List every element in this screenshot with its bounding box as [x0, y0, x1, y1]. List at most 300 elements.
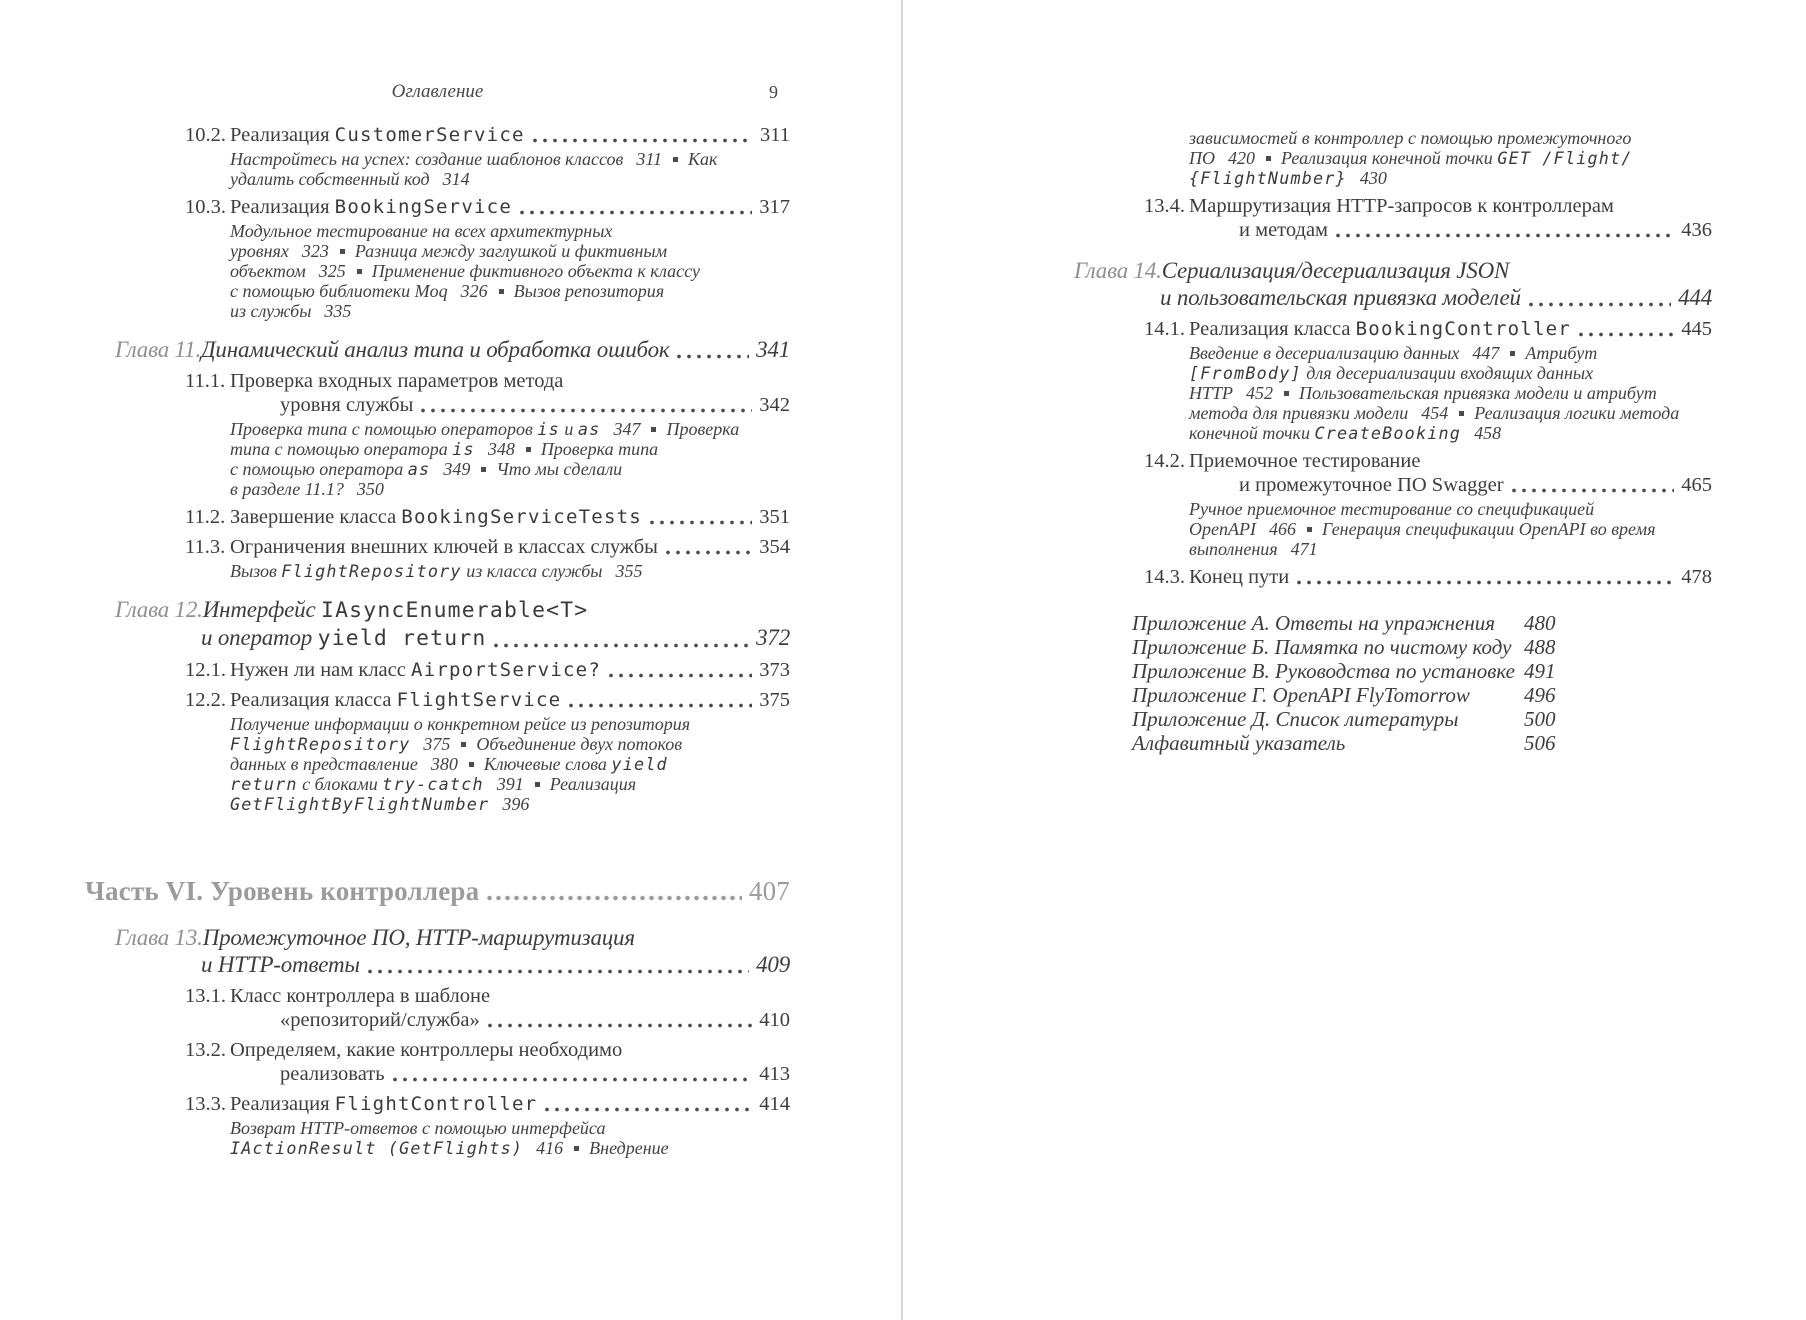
- appendix-row: [1132, 635, 1712, 659]
- toc-line: [85, 876, 790, 906]
- subnote-line: [230, 561, 790, 581]
- page-ref: 409: [756, 952, 790, 977]
- title-text: с блоками: [297, 774, 383, 794]
- running-header: [85, 80, 790, 104]
- appendix-page: 496: [1524, 683, 1556, 707]
- code-text: is: [537, 419, 560, 439]
- subnote-line: [1189, 423, 1712, 443]
- section-number: 13.3.: [185, 1093, 226, 1115]
- toc-line: [1144, 317, 1712, 341]
- toc-line: [115, 624, 790, 652]
- subnote-page-ref: 416: [536, 1138, 564, 1158]
- title-text: Часть VI. Уровень контроллера: [85, 876, 480, 906]
- page-ref: 465: [1681, 474, 1712, 496]
- subnote-page-ref: 348: [487, 439, 515, 459]
- appendix-page: 488: [1524, 635, 1556, 659]
- bullet-square-icon: [526, 447, 531, 452]
- appendix-title: Приложение В. Руководства по установке: [1132, 659, 1515, 683]
- subnote-line: [230, 301, 790, 321]
- subnote-page-ref: 471: [1290, 539, 1318, 559]
- toc-section: [185, 123, 790, 147]
- toc-line: [185, 505, 790, 529]
- appendix-page: 500: [1524, 707, 1556, 731]
- title-text: Проверка входных параметров метода: [230, 370, 564, 392]
- appendix-title: Приложение Б. Памятка по чистому коду: [1132, 635, 1512, 659]
- title-text: и оператор: [201, 625, 318, 650]
- code-text: BookingServiceTests: [401, 506, 642, 528]
- page-ref: 317: [759, 196, 790, 218]
- title-text: Нужен ли нам класс: [230, 659, 411, 681]
- toc-line: [185, 688, 790, 712]
- chapter-prefix: Глава 12.: [115, 597, 203, 622]
- toc-line: [185, 1092, 790, 1116]
- subnote-page-ref: 335: [324, 301, 352, 321]
- title-text: для десериализации входящих данных: [1301, 363, 1594, 383]
- toc-subnote: [1189, 499, 1712, 559]
- code-text: CustomerService: [334, 124, 525, 146]
- subnote-line: [230, 479, 790, 499]
- title-text: и промежуточное ПО Swagger: [1239, 474, 1504, 496]
- subnote-line: [1189, 539, 1712, 559]
- title-text: Маршрутизация HTTP-запросов к контроллерам: [1189, 195, 1614, 217]
- bullet-square-icon: [499, 289, 504, 294]
- toc-section: [185, 984, 790, 1032]
- subnote-line: [230, 419, 790, 439]
- dot-leader: [677, 353, 749, 360]
- page-ref: 372: [756, 625, 790, 650]
- appendix-page: 491: [1524, 659, 1556, 683]
- subnote-page-ref: 391: [496, 774, 524, 794]
- entry-title: [1239, 218, 1328, 242]
- entry-title: [1189, 317, 1571, 341]
- entry-title: [230, 688, 561, 712]
- toc-section: [1144, 565, 1712, 589]
- dot-leader: [1336, 232, 1674, 239]
- subnote-line: [230, 149, 790, 169]
- bullet-square-icon: [535, 782, 540, 787]
- toc-line: [115, 336, 790, 363]
- section-number: 10.2.: [185, 124, 226, 146]
- appendix-list: [1132, 611, 1712, 755]
- section-number: 14.1.: [1144, 318, 1185, 340]
- subnote-line: [230, 221, 790, 241]
- entry-title: [230, 1038, 622, 1062]
- toc-line: [1074, 257, 1712, 284]
- chapter-prefix: Глава 14.: [1074, 258, 1162, 283]
- subnote-page-ref: 458: [1474, 423, 1502, 443]
- entry-title: [280, 393, 413, 417]
- code-text: IAsyncEnumerable<T>: [321, 598, 589, 623]
- page-ref: 445: [1681, 318, 1712, 340]
- toc-section: [1144, 317, 1712, 341]
- toc-section: [185, 688, 790, 712]
- bullet-square-icon: [574, 1146, 579, 1151]
- entry-title: [230, 984, 490, 1008]
- page-ref: 478: [1681, 566, 1712, 588]
- toc-subnote: [230, 561, 790, 581]
- subnote-page-ref: 466: [1268, 519, 1296, 539]
- toc-line: [185, 369, 790, 393]
- page-ref: 351: [759, 506, 790, 528]
- title-text: Введение в десериализацию данных: [1189, 343, 1460, 363]
- subnote-page-ref: 452: [1246, 383, 1274, 403]
- code-text: GET /Flight/: [1497, 148, 1633, 168]
- entry-title: [1189, 449, 1420, 473]
- subnote-line: [230, 241, 790, 261]
- title-text: Ключевые слова: [483, 754, 612, 774]
- toc-section: [185, 505, 790, 529]
- appendix-title: Приложение А. Ответы на упражнения: [1132, 611, 1496, 635]
- entry-title: [280, 1008, 480, 1032]
- title-text: Внедрение: [589, 1138, 669, 1158]
- section-number: 14.3.: [1144, 566, 1185, 588]
- entry-title: [230, 658, 601, 682]
- toc-section: [185, 1092, 790, 1116]
- subnote-page-ref: 326: [460, 281, 488, 301]
- title-text: зависимостей в контроллер с помощью промежуточного: [1189, 128, 1632, 148]
- title-text: Класс контроллера в шаблоне: [230, 985, 491, 1007]
- toc-line: [185, 1008, 790, 1032]
- title-text: Вызов: [230, 561, 282, 581]
- toc-line: [1144, 194, 1712, 218]
- toc-line: [185, 658, 790, 682]
- header-page-number: 9: [769, 82, 778, 102]
- dot-leader: [393, 1076, 753, 1083]
- subnote-line: [1189, 148, 1712, 168]
- title-text: и пользовательская привязка моделей: [1160, 285, 1521, 310]
- title-text: Реализация: [230, 1093, 335, 1115]
- title-text: Возврат HTTP-ответов с помощью интерфейса: [230, 1118, 606, 1138]
- dot-leader: [487, 894, 742, 902]
- subnote-line: [1189, 403, 1712, 423]
- title-text: Проверка типа: [540, 439, 659, 459]
- subnote-page-ref: 375: [423, 734, 451, 754]
- entry-title: [1239, 473, 1504, 497]
- entry-title: [280, 1062, 385, 1086]
- bullet-square-icon: [673, 157, 678, 162]
- title-text: типа с помощью оператора: [230, 439, 453, 459]
- appendix-title: Приложение Д. Список литературы: [1132, 707, 1459, 731]
- dot-leader: [368, 968, 749, 975]
- code-text: yield: [611, 754, 668, 774]
- subnote-line: [1189, 128, 1712, 148]
- title-text: Вызов репозитория: [513, 281, 665, 301]
- code-text: is: [452, 439, 475, 459]
- title-text: Завершение класса: [230, 506, 402, 528]
- title-text: с помощью оператора: [230, 459, 408, 479]
- page-ref: 373: [759, 659, 790, 681]
- toc-subnote: [1189, 128, 1712, 188]
- bullet-square-icon: [461, 742, 466, 747]
- code-text: return: [230, 774, 298, 794]
- section-number: 11.1.: [185, 370, 226, 392]
- toc-section: [185, 535, 790, 559]
- dot-leader: [488, 1022, 753, 1029]
- title-text: HTTP: [1189, 383, 1234, 403]
- code-text: [FromBody]: [1189, 363, 1302, 383]
- title-text: Применение фиктивного объекта к классу: [371, 261, 700, 281]
- code-text: FlightService: [396, 689, 562, 711]
- appendix-page: 506: [1524, 731, 1556, 755]
- dot-leader: [1297, 579, 1674, 586]
- entry-title: [230, 369, 563, 393]
- appendix-row: [1132, 707, 1712, 731]
- code-text: yield return: [317, 626, 487, 651]
- title-text: уровнях: [230, 241, 289, 261]
- title-text: и: [559, 419, 578, 439]
- entry-title: [201, 336, 669, 363]
- subnote-page-ref: 454: [1421, 403, 1449, 423]
- dot-leader: [421, 407, 752, 414]
- subnote-line: [230, 714, 790, 734]
- title-text: конечной точки: [1189, 423, 1315, 443]
- code-text: as: [407, 459, 431, 479]
- title-text: Определяем, какие контроллеры необходимо: [230, 1039, 623, 1061]
- toc-section: [185, 195, 790, 219]
- subnote-page-ref: 447: [1472, 343, 1500, 363]
- toc-subnote: [230, 1118, 790, 1158]
- title-text: Ручное приемочное тестирование со спецификацией: [1189, 499, 1595, 519]
- dot-leader: [533, 137, 753, 144]
- section-number: 13.1.: [185, 985, 226, 1007]
- title-text: ПО: [1189, 148, 1215, 168]
- bullet-square-icon: [1284, 391, 1289, 396]
- subnote-line: [230, 439, 790, 459]
- toc-chapter: [115, 924, 790, 978]
- title-text: Что мы сделали: [496, 459, 623, 479]
- subnote-line: [230, 774, 790, 794]
- entry-title: [203, 924, 635, 951]
- bullet-square-icon: [357, 269, 362, 274]
- title-text: Промежуточное ПО, HTTP-маршрутизация: [202, 925, 635, 950]
- title-text: Проверка: [666, 419, 740, 439]
- title-text: выполнения: [1189, 539, 1278, 559]
- page-ref: 410: [759, 1009, 790, 1031]
- page-ref: 414: [759, 1093, 790, 1115]
- section-number: 13.2.: [185, 1039, 226, 1061]
- code-text: CreateBooking: [1314, 423, 1462, 443]
- subnote-line: [230, 459, 790, 479]
- title-text: Атрибут: [1525, 343, 1598, 363]
- title-text: реализовать: [280, 1063, 385, 1085]
- appendix-row: [1132, 683, 1712, 707]
- section-number: 11.3.: [185, 536, 226, 558]
- entry-title: [1189, 565, 1289, 589]
- title-text: Реализация логики метода: [1474, 403, 1680, 423]
- toc-line: [185, 984, 790, 1008]
- appendix-row: [1132, 611, 1712, 635]
- subnote-page-ref: 350: [356, 479, 384, 499]
- toc-line: [185, 1062, 790, 1086]
- entry-title: [85, 876, 479, 906]
- section-number: 14.2.: [1144, 450, 1185, 472]
- title-text: Реализация: [230, 124, 335, 146]
- code-text: BookingController: [1355, 318, 1571, 340]
- title-text: Генерация спецификации OpenAPI во время: [1321, 519, 1656, 539]
- entry-title: [201, 624, 486, 652]
- toc-line: [1144, 449, 1712, 473]
- title-text: удалить собственный код: [230, 169, 430, 189]
- title-text: Модульное тестирование на всех архитектурных: [230, 221, 613, 241]
- entry-title: [1160, 284, 1521, 311]
- toc-line: [185, 393, 790, 417]
- bullet-square-icon: [1266, 156, 1271, 161]
- bullet-square-icon: [651, 427, 656, 432]
- title-text: из класса службы: [461, 561, 603, 581]
- code-text: as: [577, 419, 601, 439]
- code-text: {FlightNumber}: [1189, 168, 1347, 188]
- dot-leader: [1579, 331, 1674, 338]
- title-text: и HTTP-ответы: [201, 952, 360, 977]
- title-text: Приемочное тестирование: [1189, 450, 1421, 472]
- appendix-title: Алфавитный указатель: [1132, 731, 1346, 755]
- entry-title: [1189, 194, 1614, 218]
- subnote-line: [230, 1138, 790, 1158]
- page-ref: 375: [759, 689, 790, 711]
- code-text: BookingService: [334, 196, 512, 218]
- subnote-line: [230, 281, 790, 301]
- dot-leader: [1529, 301, 1671, 308]
- right-page: [1044, 128, 1712, 755]
- toc-line: [115, 951, 790, 978]
- subnote-page-ref: 314: [442, 169, 470, 189]
- subnote-line: [230, 754, 790, 774]
- appendix-row: [1132, 731, 1712, 755]
- appendix-page: 480: [1524, 611, 1556, 635]
- toc-section: [185, 369, 790, 417]
- entry-title: [230, 1092, 537, 1116]
- dot-leader: [569, 702, 752, 709]
- toc-section: [1144, 449, 1712, 497]
- subnote-page-ref: 420: [1228, 148, 1255, 168]
- toc-line: [185, 535, 790, 559]
- dot-leader: [609, 672, 752, 679]
- title-text: с помощью библиотеки Moq: [230, 281, 448, 301]
- code-text: IActionResult (GetFlights): [230, 1138, 524, 1158]
- subnote-page-ref: 349: [443, 459, 471, 479]
- title-text: Динамический анализ типа и обработка ошибок: [201, 337, 670, 362]
- toc-part: [85, 876, 790, 906]
- section-number: 11.2.: [185, 506, 226, 528]
- code-text: FlightRepository: [230, 734, 411, 754]
- subnote-line: [1189, 168, 1712, 188]
- subnote-line: [230, 261, 790, 281]
- toc-subnote: [230, 714, 790, 814]
- bullet-square-icon: [469, 762, 474, 767]
- page-ref: 341: [756, 337, 790, 362]
- toc-subnote: [230, 419, 790, 499]
- title-text: Настройтесь на успех: создание шаблонов классов: [230, 149, 624, 169]
- title-text: Реализация класса: [230, 689, 397, 711]
- dot-leader: [1512, 487, 1675, 494]
- toc-line: [1144, 218, 1712, 242]
- chapter-prefix: Глава 13.: [115, 925, 203, 950]
- title-text: Реализация класса: [1189, 318, 1356, 340]
- code-text: FlightController: [334, 1093, 538, 1115]
- toc-line: [185, 195, 790, 219]
- code-text: AirportService?: [410, 659, 601, 681]
- subnote-page-ref: 355: [615, 561, 643, 581]
- title-text: Реализация: [549, 774, 637, 794]
- subnote-page-ref: 311: [636, 149, 663, 169]
- title-text: Ограничения внешних ключей в классах службы: [230, 536, 658, 558]
- title-text: Получение информации о конкретном рейсе из репозитория: [230, 714, 691, 734]
- dot-leader: [666, 549, 752, 556]
- entry-title: [203, 596, 589, 624]
- code-text: try-catch: [382, 774, 484, 794]
- page-ref: 354: [759, 536, 790, 558]
- title-text: в разделе 11.1?: [230, 479, 344, 499]
- title-text: Объединение двух потоков: [476, 734, 683, 754]
- page-ref: 342: [759, 394, 790, 416]
- subnote-page-ref: 430: [1359, 168, 1387, 188]
- title-text: Интерфейс: [202, 597, 322, 622]
- entry-title: [230, 505, 642, 529]
- entry-title: [230, 195, 512, 219]
- toc-chapter: [115, 336, 790, 363]
- toc-line: [1144, 565, 1712, 589]
- dot-leader: [650, 519, 752, 526]
- dot-leader: [545, 1106, 752, 1113]
- title-text: Как: [688, 149, 718, 169]
- code-text: GetFlightByFlightNumber: [230, 794, 490, 814]
- subnote-line: [230, 794, 790, 814]
- title-text: Разница между заглушкой и фиктивным: [354, 241, 668, 261]
- title-text: и методам: [1239, 219, 1329, 241]
- bullet-square-icon: [340, 249, 345, 254]
- title-text: Реализация конечной точки: [1281, 148, 1498, 168]
- page-divider: [901, 0, 903, 1320]
- appendix-row: [1132, 659, 1712, 683]
- subnote-page-ref: 347: [613, 419, 641, 439]
- title-text: Пользовательская привязка модели и атрибут: [1299, 383, 1657, 403]
- entry-title: [230, 535, 658, 559]
- title-text: Конец пути: [1189, 566, 1290, 588]
- subnote-line: [1189, 383, 1712, 403]
- title-text: Проверка типа с помощью операторов: [230, 419, 538, 439]
- subnote-line: [1189, 363, 1712, 383]
- toc-subnote: [1189, 343, 1712, 443]
- page-ref: 407: [748, 876, 790, 906]
- toc-line: [115, 924, 790, 951]
- toc-section: [1144, 194, 1712, 242]
- section-number: 13.4.: [1144, 195, 1185, 217]
- page-ref: 311: [760, 124, 790, 146]
- toc-subnote: [230, 149, 790, 189]
- page-ref: 444: [1678, 285, 1712, 310]
- section-number: 10.3.: [185, 196, 226, 218]
- title-text: «репозиторий/служба»: [280, 1009, 480, 1031]
- toc-line: [185, 1038, 790, 1062]
- title-text: уровня службы: [280, 394, 414, 416]
- bullet-square-icon: [1510, 351, 1515, 356]
- toc-section: [185, 658, 790, 682]
- toc-subnote: [230, 221, 790, 321]
- subnote-line: [1189, 519, 1712, 539]
- subnote-page-ref: 396: [502, 794, 530, 814]
- toc-line: [185, 123, 790, 147]
- title-text: метода для привязки модели: [1189, 403, 1409, 423]
- toc-line: [1144, 473, 1712, 497]
- code-text: FlightRepository: [281, 561, 462, 581]
- left-page: [85, 123, 790, 1158]
- subnote-page-ref: 380: [430, 754, 458, 774]
- subnote-line: [1189, 499, 1712, 519]
- subnote-line: [230, 734, 790, 754]
- entry-title: [230, 123, 525, 147]
- subnote-line: [230, 1118, 790, 1138]
- title-text: Сериализация/десериализация JSON: [1161, 258, 1510, 283]
